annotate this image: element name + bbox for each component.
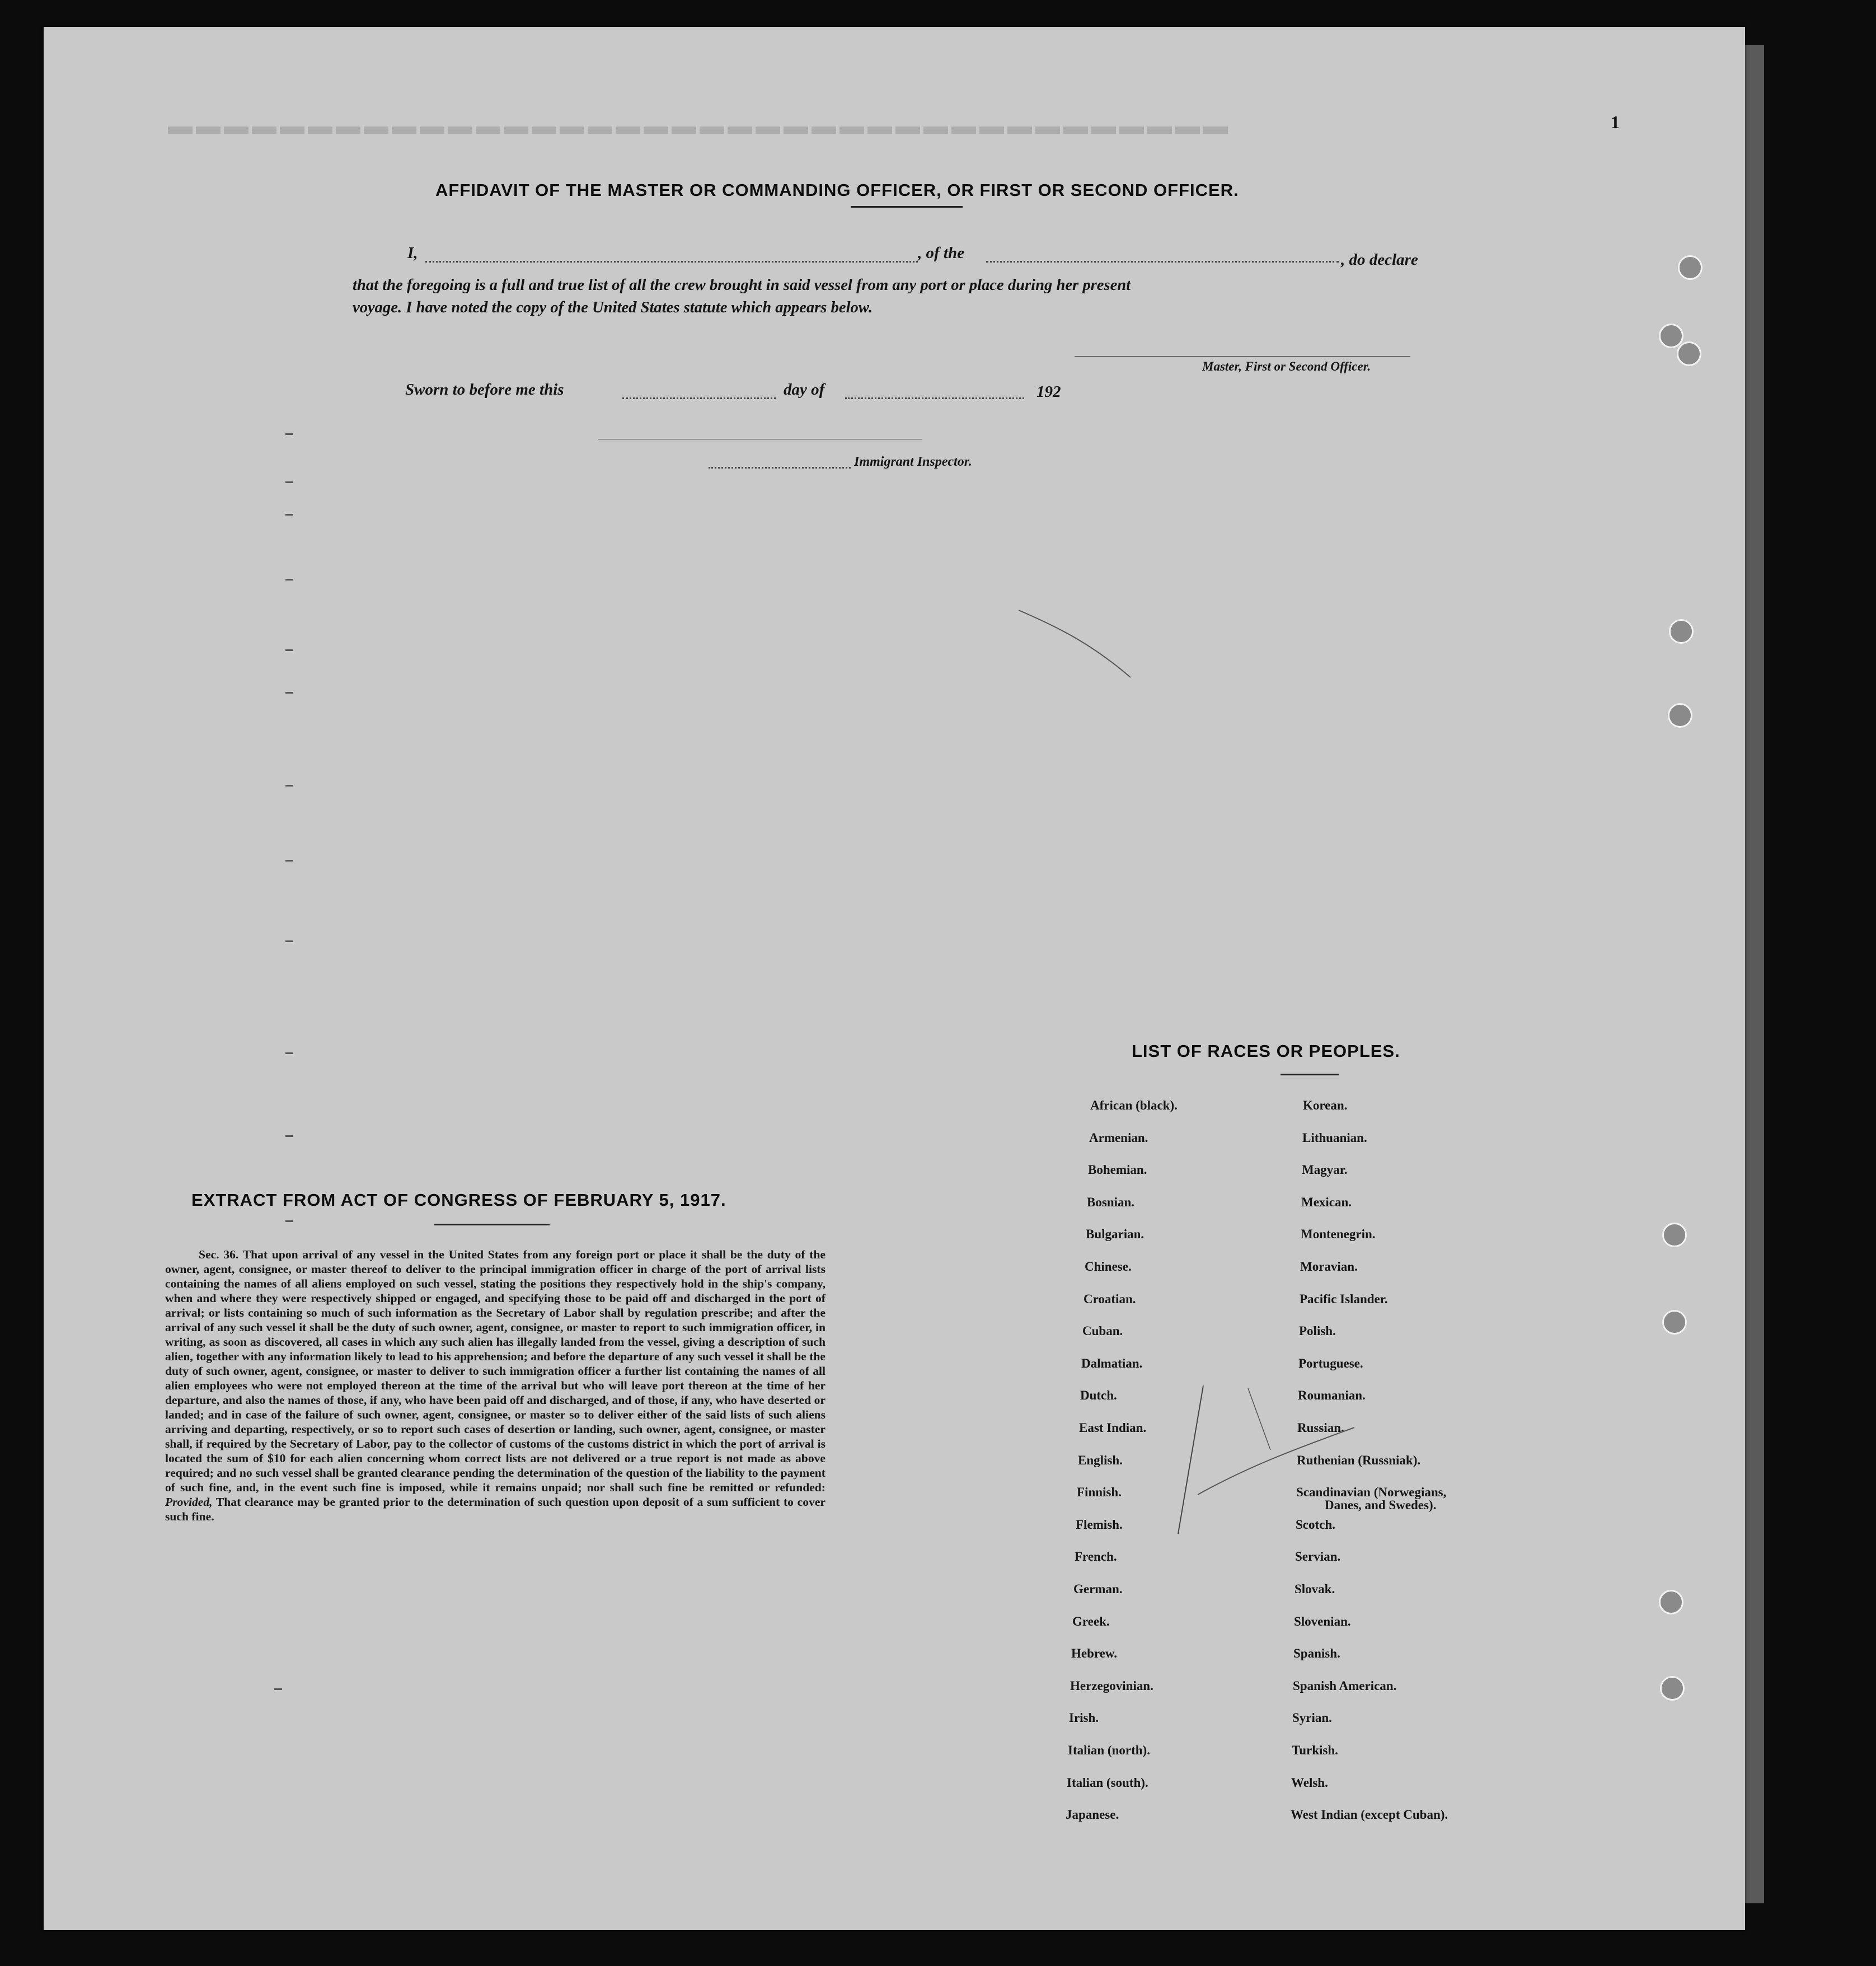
race-item: Servian. — [1295, 1550, 1341, 1564]
race-item: Dutch. — [1080, 1388, 1117, 1403]
race-item: Montenegrin. — [1301, 1227, 1376, 1242]
page-number-mark: 1 — [1611, 112, 1620, 132]
master-signature-line[interactable] — [1075, 356, 1410, 357]
race-item: Herzegovinian. — [1070, 1678, 1153, 1693]
race-item: Dalmatian. — [1081, 1356, 1143, 1370]
race-item: Bulgarian. — [1086, 1227, 1145, 1242]
margin-dash — [285, 1220, 293, 1222]
race-item: Mexican. — [1301, 1195, 1352, 1209]
affidavit-title-underline — [851, 206, 963, 208]
inspector-label: Immigrant Inspector. — [854, 455, 972, 469]
race-item: Welsh. — [1291, 1775, 1328, 1790]
race-item: Roumanian. — [1298, 1388, 1366, 1403]
race-item: Slovenian. — [1294, 1614, 1351, 1628]
race-item: Chinese. — [1085, 1260, 1132, 1274]
declaration-of-the: , of the — [918, 244, 964, 262]
pencil-mark — [1019, 610, 1131, 677]
race-item: Scotch. — [1296, 1517, 1335, 1532]
race-item: French. — [1075, 1550, 1117, 1564]
race-scandinavian-continued: Danes, and Swedes). — [1325, 1498, 1437, 1512]
race-item: Spanish American. — [1293, 1678, 1397, 1693]
bleed-through-header: ▬▬▬▬▬▬▬▬▬▬▬▬▬▬▬▬▬▬▬▬▬▬▬▬▬▬▬▬▬▬▬▬▬▬▬▬▬▬ — [168, 121, 1231, 148]
race-item: Greek. — [1072, 1614, 1110, 1628]
race-item: East Indian. — [1079, 1421, 1147, 1435]
punch-hole — [1678, 255, 1703, 280]
margin-dash — [285, 860, 293, 862]
race-item: Flemish. — [1076, 1517, 1123, 1532]
race-item: Pacific Islander. — [1300, 1291, 1388, 1306]
race-item: Italian (north). — [1068, 1743, 1150, 1757]
race-item: Moravian. — [1300, 1260, 1358, 1274]
pencil-mark — [1178, 1385, 1203, 1534]
race-item: Bosnian. — [1087, 1195, 1135, 1209]
punch-hole — [1669, 619, 1694, 644]
race-item: Lithuanian. — [1302, 1130, 1367, 1145]
affidavit-title: AFFIDAVIT OF THE MASTER OR COMMANDING OFFICER, OR FIRST OR SECOND OFFICER. — [435, 180, 1239, 200]
race-item: Hebrew. — [1071, 1646, 1117, 1661]
statute-section-label: Sec. 36. — [199, 1248, 239, 1261]
race-item: Japanese. — [1066, 1808, 1119, 1822]
extract-title-underline — [434, 1224, 550, 1225]
race-item: Polish. — [1299, 1324, 1336, 1338]
statute-text-part1: That upon arrival of any vessel in the United States from any foreign port or place it shall be the duty of the owner, agent, consignee, or master thereof to deliver to the principal immigration officer in charge of the port of arrival lists containing the names of all aliens employed on such vessel, stating the positions they respectively hold in the ship's company, when and where they were respectively shipped or engaged, and specifying those to be paid off and discharged in the port of arrival; or lists containing so much of such information as the Secretary of Labor shall by regulation prescribe; and after the arrival of any such vessel it shall be the duty of such owner, agent, consignee, or master to report to such immigration officer, in writing, as soon as discovered, all cases in which any such alien has illegally landed from the vessel, giving a description of such alien, together with any information likely to lead to his apprehension; and before the departure of any such vessel it shall be the duty of such owner, agent, consignee, or master to deliver to such immigration officer a further list containing the names of all alien employees who were not employed thereon at the time of the arrival but who will leave port thereon at the time of her departure, and also the names of those, if any, who have been paid off and discharged, and of those, if any, who have deserted or landed; and in case of the failure of such owner, agent, consignee, or master so to deliver either of the said lists of such aliens arriving and departing, respectively, or so to report such cases of desertion or landing, such owner, agent, consignee, or master shall, if required by the Secretary of Labor, pay to the collector of customs of the customs district in which the port of arrival is located the sum of $10 for each alien concerning whom correct lists are not delivered or a true report is not made as above required; and no such vessel shall be granted clearance pending the determination of the question of the liability to the payment of such fine, and, in the event such fine is imposed, while it remains unpaid; nor shall such fine be remitted or refunded: — [165, 1248, 826, 1494]
race-item: Turkish. — [1292, 1743, 1338, 1757]
margin-dash — [274, 1688, 282, 1690]
race-item: English. — [1078, 1453, 1123, 1467]
pencil-mark — [1248, 1388, 1270, 1450]
race-item: Irish. — [1069, 1711, 1099, 1725]
punch-hole — [1659, 324, 1683, 348]
punch-hole — [1660, 1676, 1685, 1701]
extract-title: EXTRACT FROM ACT OF CONGRESS OF FEBRUARY 5, 1917. — [191, 1190, 726, 1210]
margin-dash — [285, 1135, 293, 1137]
margin-dash — [285, 785, 293, 787]
declarant-name-line[interactable] — [425, 261, 918, 263]
race-item: Armenian. — [1089, 1130, 1148, 1145]
vessel-name-line[interactable] — [986, 261, 1339, 263]
margin-dash — [285, 1052, 293, 1054]
declaration-do-declare: , do declare — [1341, 251, 1418, 269]
races-title: LIST OF RACES OR PEOPLES. — [1132, 1041, 1400, 1061]
statute-provided: Provided, — [165, 1495, 213, 1509]
race-item: African (black). — [1090, 1098, 1178, 1112]
declaration-line-3: voyage. I have noted the copy of the United States statute which appears below. — [353, 299, 873, 316]
pencil-mark — [1198, 1427, 1354, 1495]
margin-dash — [285, 649, 293, 651]
race-item: Bohemian. — [1088, 1163, 1147, 1177]
race-item: West Indian (except Cuban). — [1291, 1808, 1448, 1822]
race-item: Magyar. — [1302, 1163, 1348, 1177]
inspector-signature-line[interactable] — [709, 467, 851, 469]
race-item: Ruthenian (Russniak). — [1297, 1453, 1421, 1467]
sworn-text: Sworn to before me this — [405, 381, 564, 399]
race-item: Scandinavian (Norwegians, — [1296, 1485, 1447, 1500]
margin-dash — [285, 940, 293, 942]
punch-hole — [1659, 1590, 1683, 1614]
sworn-day-line[interactable] — [622, 397, 776, 399]
race-item: Finnish. — [1077, 1485, 1122, 1500]
margin-dash — [285, 692, 293, 694]
race-item: Croatian. — [1084, 1291, 1136, 1306]
margin-dash — [285, 514, 293, 516]
race-item: Portuguese. — [1298, 1356, 1363, 1370]
race-item: Slovak. — [1295, 1582, 1335, 1596]
adjacent-page-edge — [1745, 45, 1764, 1903]
race-item: Cuban. — [1082, 1324, 1123, 1338]
margin-dash — [285, 481, 293, 483]
declaration-i: I, — [407, 244, 418, 262]
race-item: Spanish. — [1293, 1646, 1340, 1661]
statute-paragraph — [165, 1247, 826, 1524]
punch-hole — [1662, 1310, 1687, 1335]
punch-hole — [1662, 1223, 1687, 1247]
race-item: Korean. — [1303, 1098, 1348, 1112]
races-title-underline — [1281, 1074, 1339, 1075]
race-item: German. — [1073, 1582, 1123, 1596]
race-item: Russian. — [1297, 1421, 1344, 1435]
sworn-month-line[interactable] — [845, 397, 1024, 399]
sworn-day-of: day of — [784, 381, 825, 399]
sworn-year: 192 — [1037, 383, 1061, 401]
race-item: Italian (south). — [1067, 1775, 1148, 1790]
pencil-mark-svg — [1170, 1383, 1371, 1539]
statute-text-part2: That clearance may be granted prior to the determination of such question upon deposit of a sum sufficient to cover such fine. — [165, 1495, 826, 1523]
margin-dash — [285, 579, 293, 581]
declaration-line-2: that the foregoing is a full and true list of all the crew brought in said vessel from any port or place during her present — [353, 277, 1131, 294]
margin-dash — [285, 433, 293, 435]
pencil-mark-svg-2 — [1013, 605, 1136, 683]
punch-hole — [1677, 341, 1701, 366]
punch-hole — [1668, 703, 1692, 728]
document-page — [44, 27, 1745, 1930]
race-item: Syrian. — [1292, 1711, 1332, 1725]
master-signature-label: Master, First or Second Officer. — [1202, 359, 1371, 373]
